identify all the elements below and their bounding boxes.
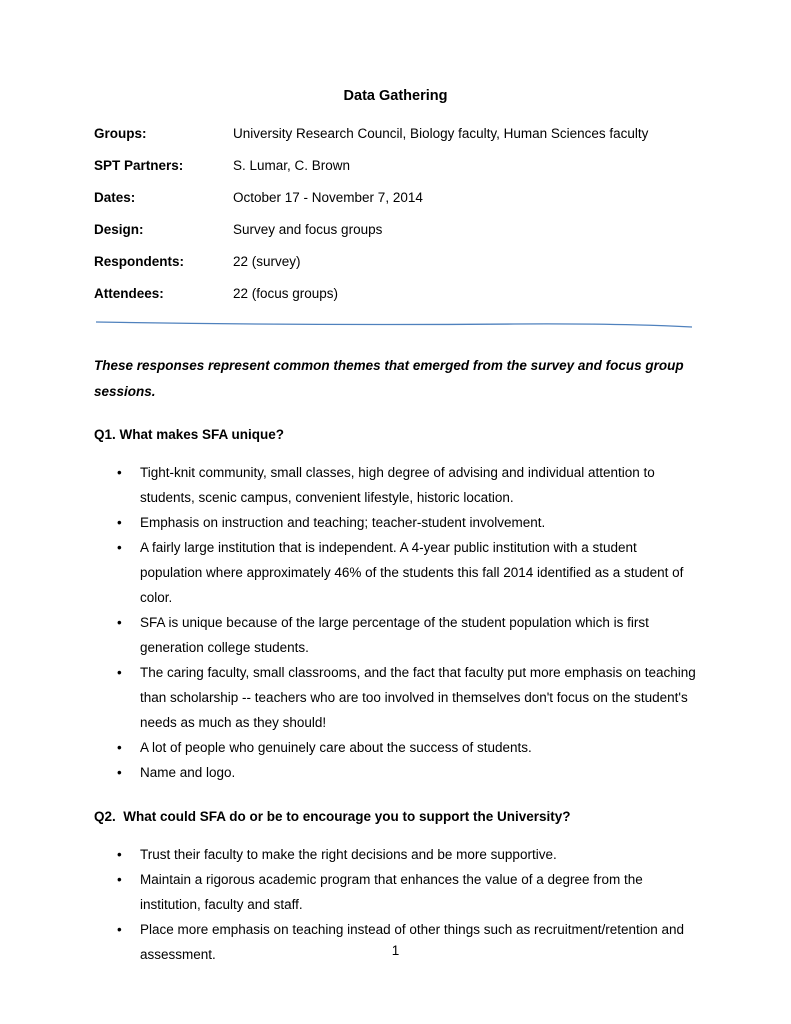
meta-value: 22 (survey) <box>233 254 301 269</box>
bullet-marker: • <box>117 847 122 862</box>
bullet-text: A fairly large institution that is independent. A 4-year public institution with a student population where approximately 46% of the students this fall 2014 identified as a student of color. <box>140 540 684 605</box>
intro-paragraph: These responses represent common themes that emerged from the survey and focus group sessions. <box>94 358 684 399</box>
meta-value: Survey and focus groups <box>233 222 383 237</box>
bullet-marker: • <box>117 540 122 555</box>
page-number: 1 <box>391 943 400 958</box>
section-heading-q2: Q2. What could SFA do or be to encourage you to support the University? <box>94 809 571 824</box>
meta-row <box>94 220 697 239</box>
bullet-text: A lot of people who genuinely care about the success of students. <box>140 740 532 755</box>
bullet-text: Tight-knit community, small classes, high degree of advising and individual attention to students, scenic campus, convenient lifestyle, historic location. <box>140 465 655 505</box>
meta-value: University Research Council, Biology faculty, Human Sciences faculty <box>233 126 649 141</box>
meta-label: Dates: <box>94 190 136 205</box>
meta-row <box>94 124 697 143</box>
bullet-text: Emphasis on instruction and teaching; teacher-student involvement. <box>140 515 546 530</box>
bullet-item <box>94 535 697 610</box>
meta-label: Groups: <box>94 126 147 141</box>
bullet-marker: • <box>117 872 122 887</box>
bullet-item <box>94 510 697 535</box>
bullet-item <box>94 660 697 735</box>
divider-stroke <box>96 322 692 327</box>
bullet-marker: • <box>117 515 122 530</box>
meta-label: Attendees: <box>94 286 164 301</box>
meta-row <box>94 156 697 175</box>
bullet-item <box>94 610 697 660</box>
meta-row <box>94 252 697 271</box>
bullet-item <box>94 867 697 917</box>
bullet-text: Trust their faculty to make the right decisions and be more supportive. <box>140 847 557 862</box>
section-heading-q1: Q1. What makes SFA unique? <box>94 427 285 442</box>
bullet-marker: • <box>117 740 122 755</box>
bullet-marker: • <box>117 615 122 630</box>
bullet-item <box>94 460 697 510</box>
bullet-marker: • <box>117 922 122 937</box>
bullet-marker: • <box>117 465 122 480</box>
divider-line <box>94 319 694 329</box>
bullet-item <box>94 842 697 867</box>
meta-value: 22 (focus groups) <box>233 286 339 301</box>
bullet-marker: • <box>117 665 122 680</box>
meta-table <box>94 124 697 303</box>
bullet-list-q1 <box>94 460 697 785</box>
meta-label: Design: <box>94 222 144 237</box>
meta-row <box>94 284 697 303</box>
meta-label: Respondents: <box>94 254 185 269</box>
bullet-text: Name and logo. <box>140 765 236 780</box>
meta-label: SPT Partners: <box>94 158 184 173</box>
meta-value: October 17 - November 7, 2014 <box>233 190 423 205</box>
document-title: Data Gathering <box>343 88 448 104</box>
bullet-text: SFA is unique because of the large percentage of the student population which is first generation college students. <box>140 615 649 655</box>
bullet-text: The caring faculty, small classrooms, and the fact that faculty put more emphasis on teaching than scholarship -- teachers who are too involved in themselves don't focus on the student's needs as much as they should! <box>140 665 696 730</box>
bullet-marker: • <box>117 765 122 780</box>
bullet-text: Maintain a rigorous academic program that enhances the value of a degree from the institution, faculty and staff. <box>140 872 643 912</box>
meta-row <box>94 188 697 207</box>
bullet-text: Place more emphasis on teaching instead of other things such as recruitment/retention and assessment. <box>140 922 685 962</box>
meta-value: S. Lumar, C. Brown <box>233 158 351 173</box>
bullet-item <box>94 735 697 760</box>
bullet-item <box>94 917 697 967</box>
bullet-item <box>94 760 697 785</box>
